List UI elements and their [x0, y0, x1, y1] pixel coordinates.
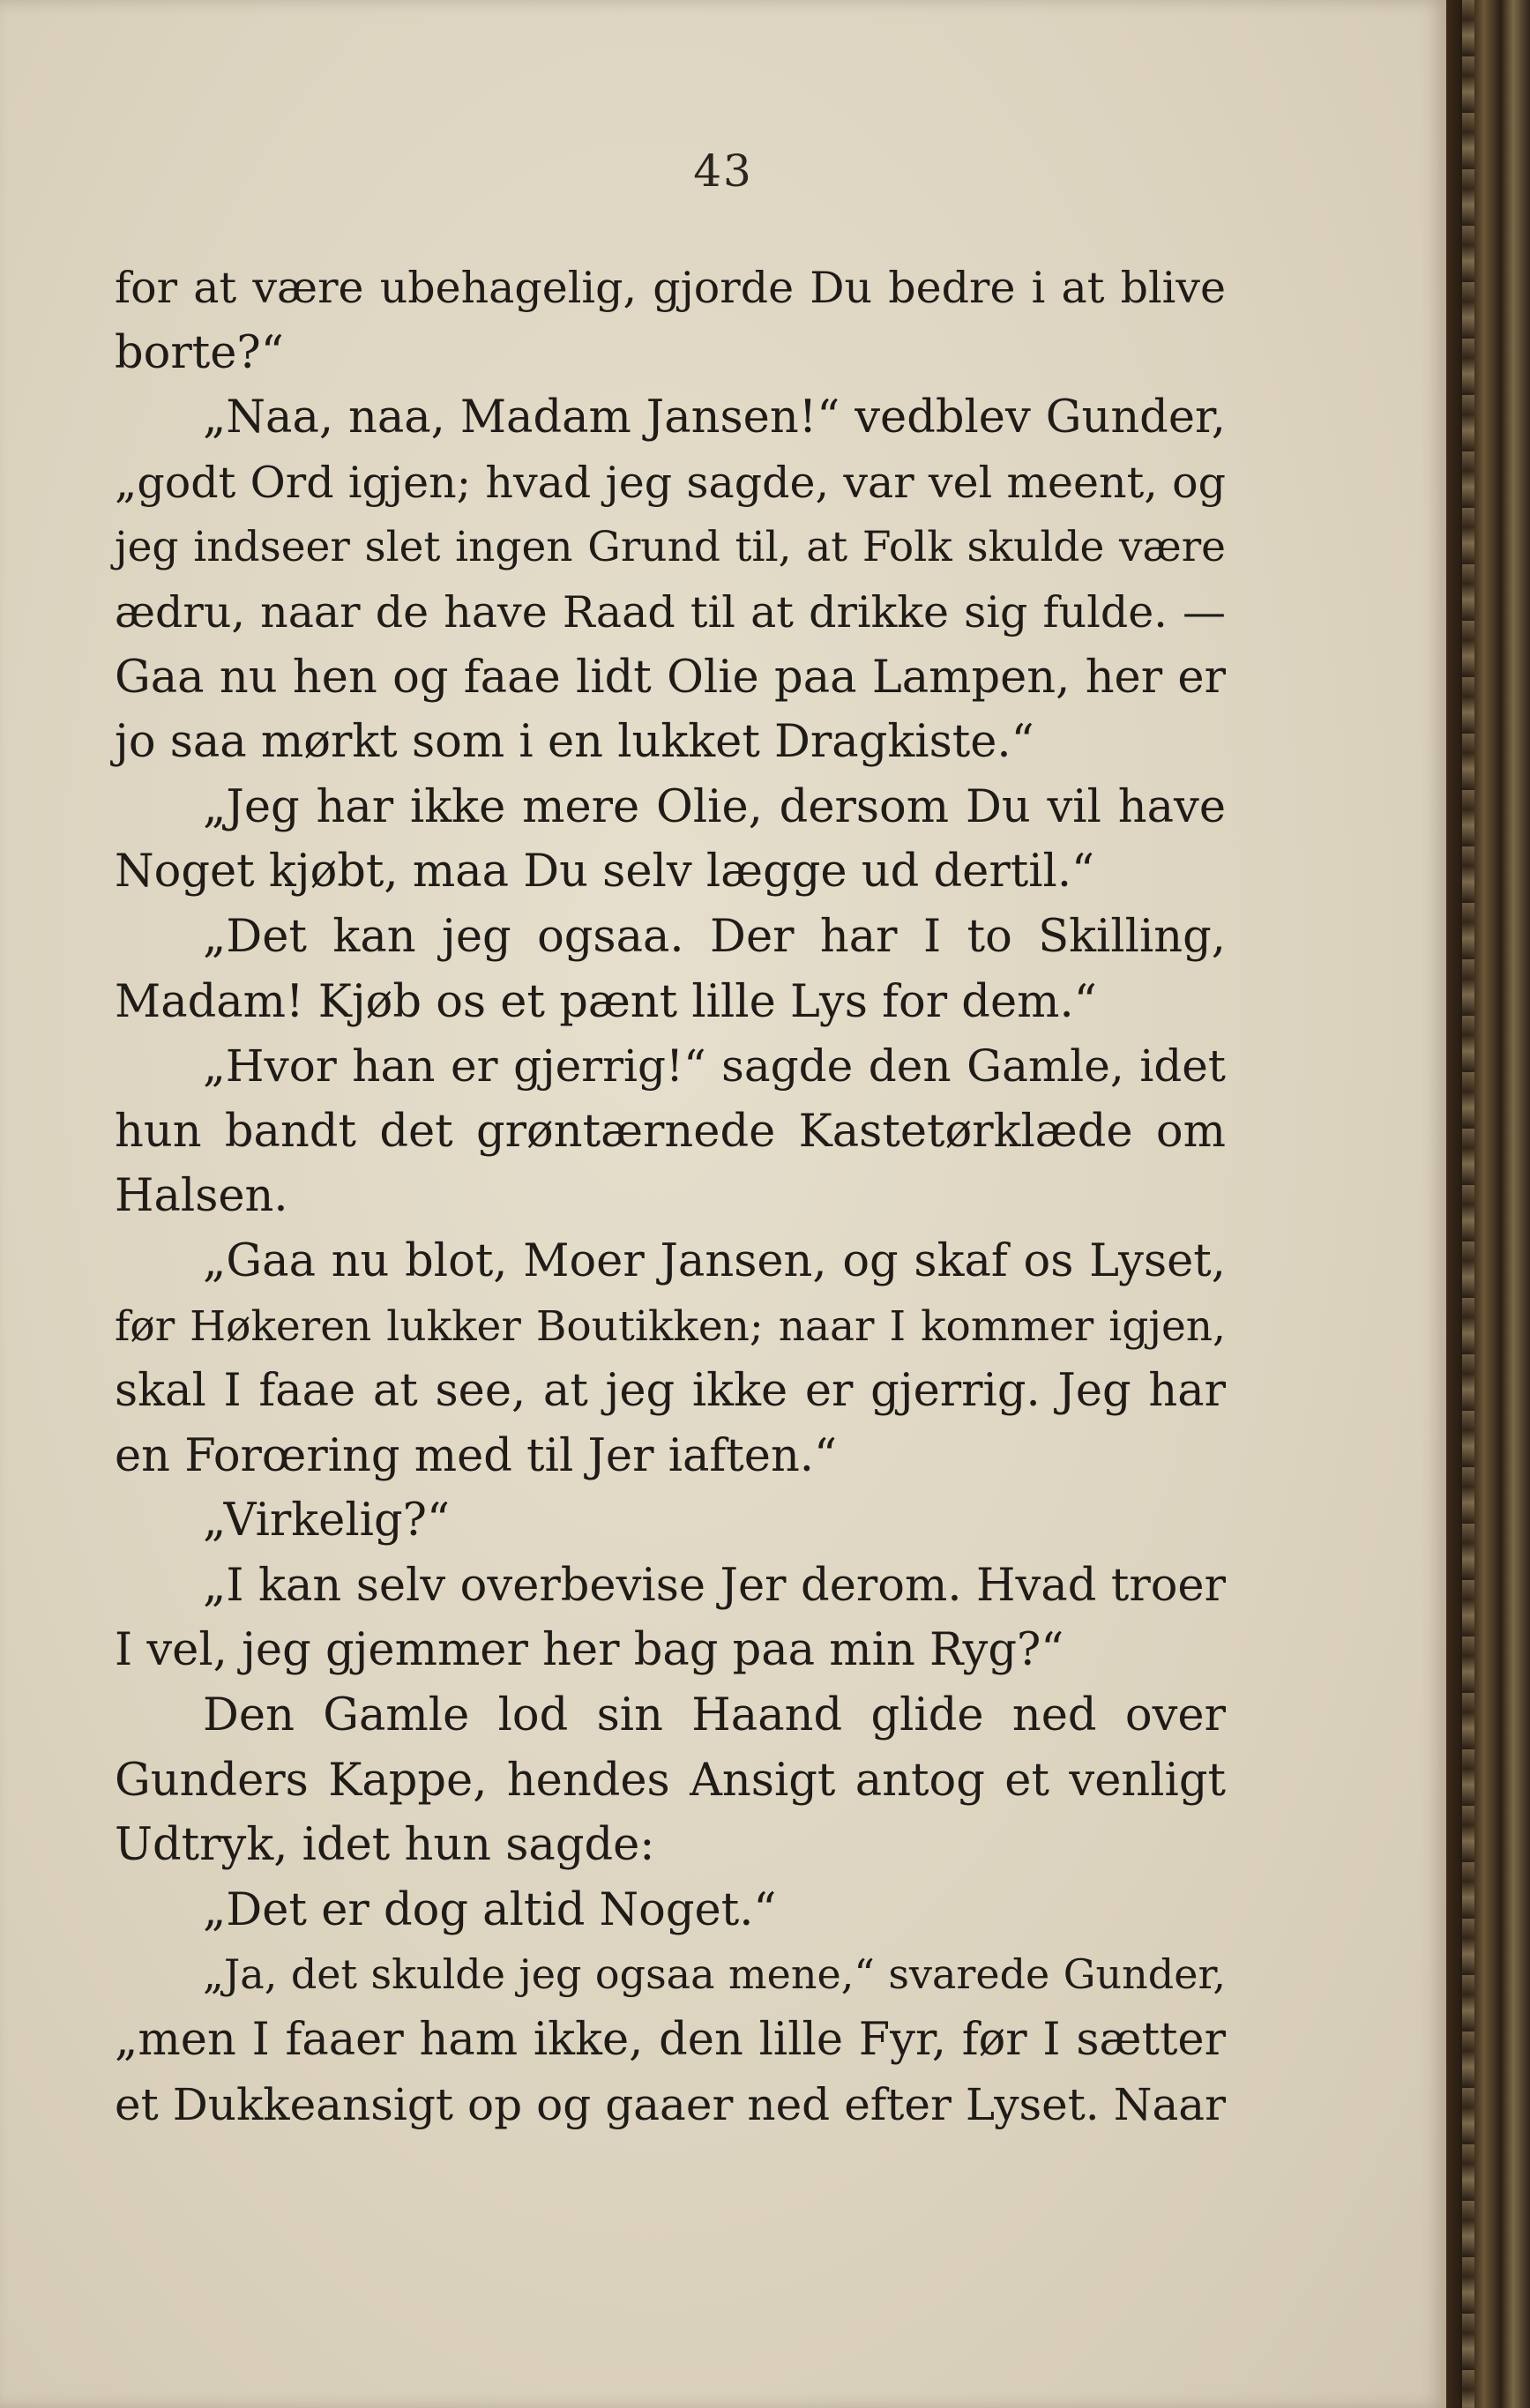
- text-line: Gaa nu hen og faae lidt Olie paa Lampen, her er: [115, 651, 1226, 704]
- text-line: „Hvor han er gjerrig!“ sagde den Gamle, idet: [203, 1040, 1226, 1092]
- text-line: „Naa, naa, Madam Jansen!“ vedblev Gunder,: [203, 391, 1226, 444]
- text-line: Noget kjøbt, maa Du selv lægge ud dertil.“: [115, 846, 1095, 898]
- text-line: „Det kan jeg ogsaa. Der har I to Skilling,: [203, 910, 1226, 963]
- text-line: borte?“: [115, 326, 284, 379]
- text-line: ædru, naar de have Raad til at drikke sig fulde. —: [115, 586, 1226, 637]
- text-line: en Forœring med til Jer iaften.“: [115, 1429, 838, 1482]
- text-line: Gunders Kappe, hendes Ansigt antog et venligt: [115, 1754, 1226, 1807]
- text-line: Den Gamle lod sin Haand glide ned over: [203, 1689, 1226, 1742]
- text-line: „Gaa nu blot, Moer Jansen, og skaf os Lyset,: [203, 1234, 1226, 1287]
- text-line: „Jeg har ikke mere Olie, dersom Du vil have: [203, 780, 1226, 833]
- text-line: Halsen.: [115, 1170, 288, 1223]
- text-line: for at være ubehagelig, gjorde Du bedre i at blive: [115, 263, 1226, 313]
- text-line: skal I faae at see, at jeg ikke er gjerrig. Jeg har: [115, 1365, 1226, 1418]
- text-line: „godt Ord igjen; hvad jeg sagde, var vel meent, og: [115, 457, 1226, 508]
- text-line: hun bandt det grøntærnede Kastetørklæde om: [115, 1105, 1226, 1158]
- text-line: Udtryk, idet hun sagde:: [115, 1819, 655, 1872]
- text-line: „men I faaer ham ikke, den lille Fyr, før I sætter: [115, 2014, 1226, 2067]
- text-line: jeg indseer slet ingen Grund til, at Folk skulde være: [115, 523, 1226, 572]
- book-binding: [1446, 0, 1530, 2408]
- text-line: „Virkelig?“: [203, 1495, 451, 1547]
- page-edge: [1462, 0, 1474, 2408]
- text-line: „Ja, det skulde jeg ogsaa mene,“ svarede Gunder,: [203, 1950, 1226, 1999]
- text-line: I vel, jeg gjemmer her bag paa min Ryg?“: [115, 1624, 1064, 1677]
- page-number: 43: [693, 145, 753, 197]
- text-line: før Høkeren lukker Boutikken; naar I kommer igjen,: [115, 1301, 1226, 1351]
- text-line: „Det er dog altid Noget.“: [203, 1883, 777, 1936]
- text-line: „I kan selv overbevise Jer derom. Hvad troer: [203, 1559, 1226, 1612]
- text-line: Madam! Kjøb os et pænt lille Lys for dem.“: [115, 975, 1097, 1028]
- text-body: [115, 256, 1226, 2137]
- text-line: et Dukkeansigt op og gaaer ned efter Lyset. Naar: [115, 2078, 1226, 2130]
- text-line: jo saa mørkt som i en lukket Dragkiste.“: [115, 716, 1034, 769]
